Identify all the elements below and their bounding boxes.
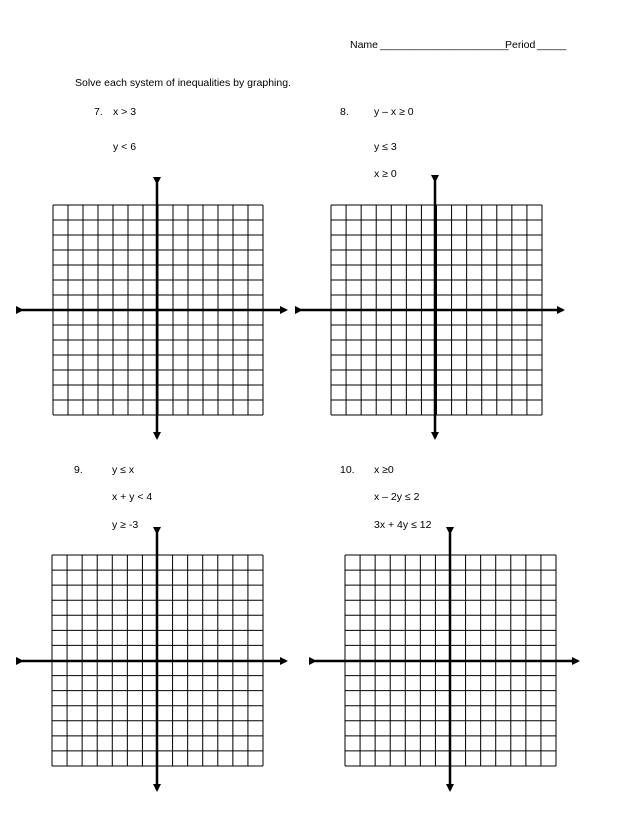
problem-10-number: 10. — [340, 464, 355, 476]
period-label: Period — [505, 39, 536, 51]
problem-8-number: 8. — [340, 106, 349, 118]
problem-9-inequality-1: y ≤ x — [112, 464, 135, 476]
problem-8-inequality-2: y ≤ 3 — [374, 141, 397, 153]
instructions: Solve each system of inequalities by graphing. — [75, 77, 291, 89]
graph-9[interactable] — [22, 533, 286, 790]
graph-8[interactable] — [301, 181, 563, 438]
name-label: Name — [350, 39, 379, 51]
problem-8-inequality-3: x ≥ 0 — [374, 168, 397, 180]
problem-10-inequality-2: x – 2y ≤ 2 — [374, 491, 420, 503]
problem-7-inequality-1: x > 3 — [113, 106, 137, 118]
problem-9-number: 9. — [74, 464, 83, 476]
problem-10-inequality-3: 3x + 4y ≤ 12 — [374, 519, 432, 531]
graph-7[interactable] — [22, 183, 286, 438]
period-blank-line[interactable]: _____ — [537, 39, 567, 51]
graph-10[interactable] — [315, 533, 578, 790]
problem-7-inequality-2: y < 6 — [113, 141, 137, 153]
problem-7-number: 7. — [94, 106, 103, 118]
name-blank-line[interactable]: ______________________ — [380, 39, 509, 51]
problem-10-inequality-1: x ≥0 — [374, 464, 394, 476]
problem-8-inequality-1: y – x ≥ 0 — [374, 106, 414, 118]
problem-9-inequality-2: x + y < 4 — [112, 491, 153, 503]
problem-9-inequality-3: y ≥ -3 — [112, 519, 139, 531]
